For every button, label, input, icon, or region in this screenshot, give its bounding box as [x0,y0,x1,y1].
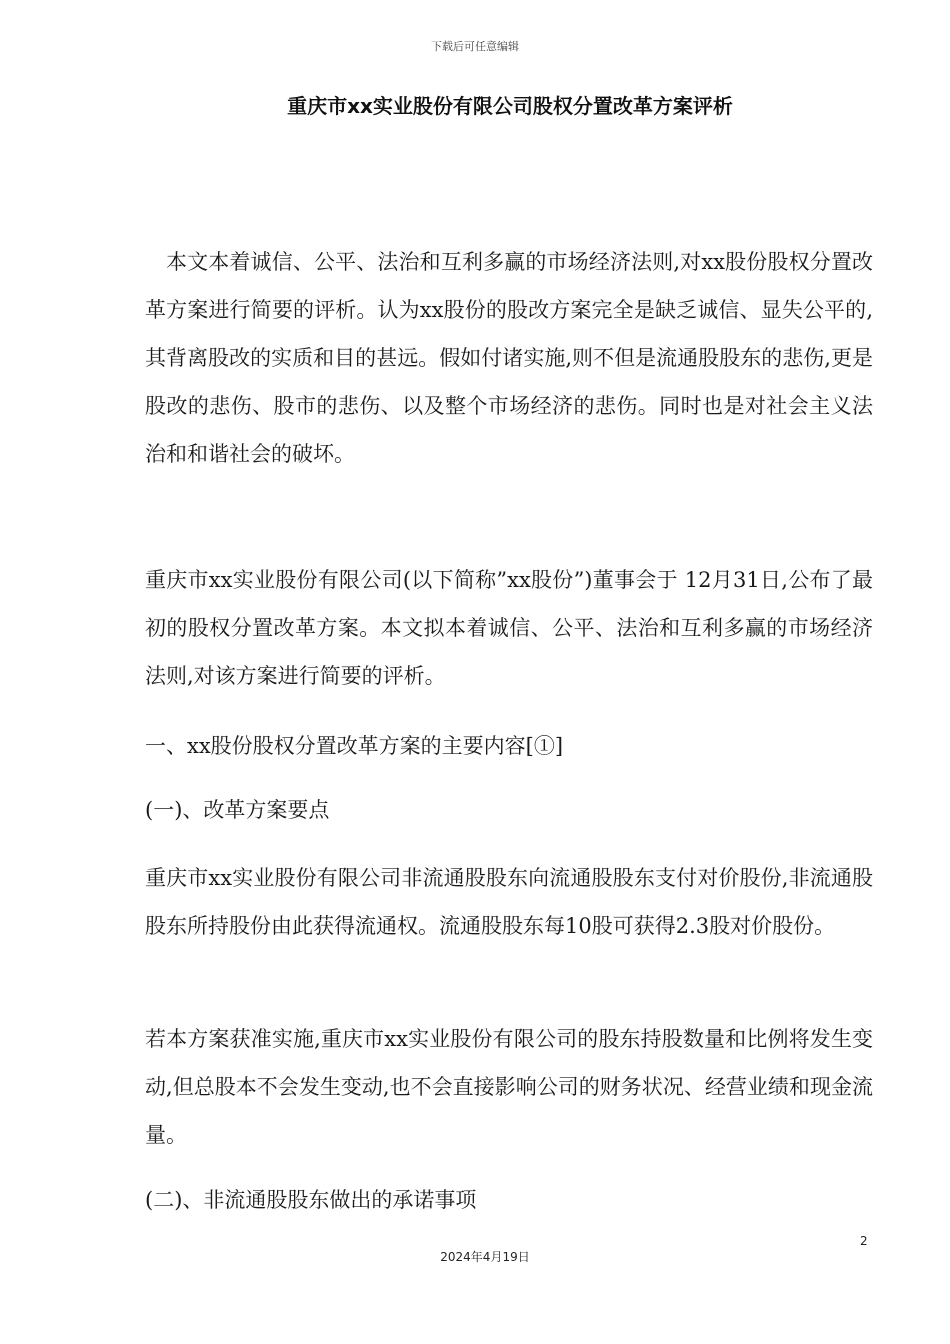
paragraph-abstract: 本文本着诚信、公平、法治和互利多赢的市场经济法则,对xx股份股权分置改革方案进行简要的评析。认为xx股份的股改方案完全是缺乏诚信、显失公平的,其背离股改的实质和目的甚远。假如付诸实施,则不但是流通股股东的悲伤,更是股改的悲伤、股市的悲伤、以及整个市场经济的悲伤。同时也是对社会主义法治和和谐社会的破坏。 [145,250,873,466]
paragraph-plan-points: 重庆市xx实业股份有限公司非流通股股东向流通股股东支付对价股份,非流通股股东所持股份由此获得流通权。流通股股东每10股可获得2.3股对价股份。 [145,866,873,938]
subsection-heading-1: (一)、改革方案要点 [145,798,330,822]
paragraph-intro: 重庆市xx实业股份有限公司(以下简称”xx股份”)董事会于 12月31日,公布了最初的股权分置改革方案。本文拟本着诚信、公平、法治和互利多赢的市场经济法则,对该方案进行简要的评析。 [145,568,873,688]
footer-date: 2024年4月19日 [440,1250,530,1264]
page-number: 2 [860,1234,868,1248]
section-heading-1: 一、xx股份股权分置改革方案的主要内容[①] [145,734,564,758]
subsection-heading-2: (二)、非流通股股东做出的承诺事项 [145,1188,477,1212]
document-title: 重庆市xx实业股份有限公司股权分置改革方案评析 [287,94,733,118]
paragraph-plan-effect: 若本方案获准实施,重庆市xx实业股份有限公司的股东持股数量和比例将发生变动,但总股本不会发生变动,也不会直接影响公司的财务状况、经营业绩和现金流量。 [145,1027,873,1147]
header-note: 下载后可任意编辑 [431,40,519,53]
